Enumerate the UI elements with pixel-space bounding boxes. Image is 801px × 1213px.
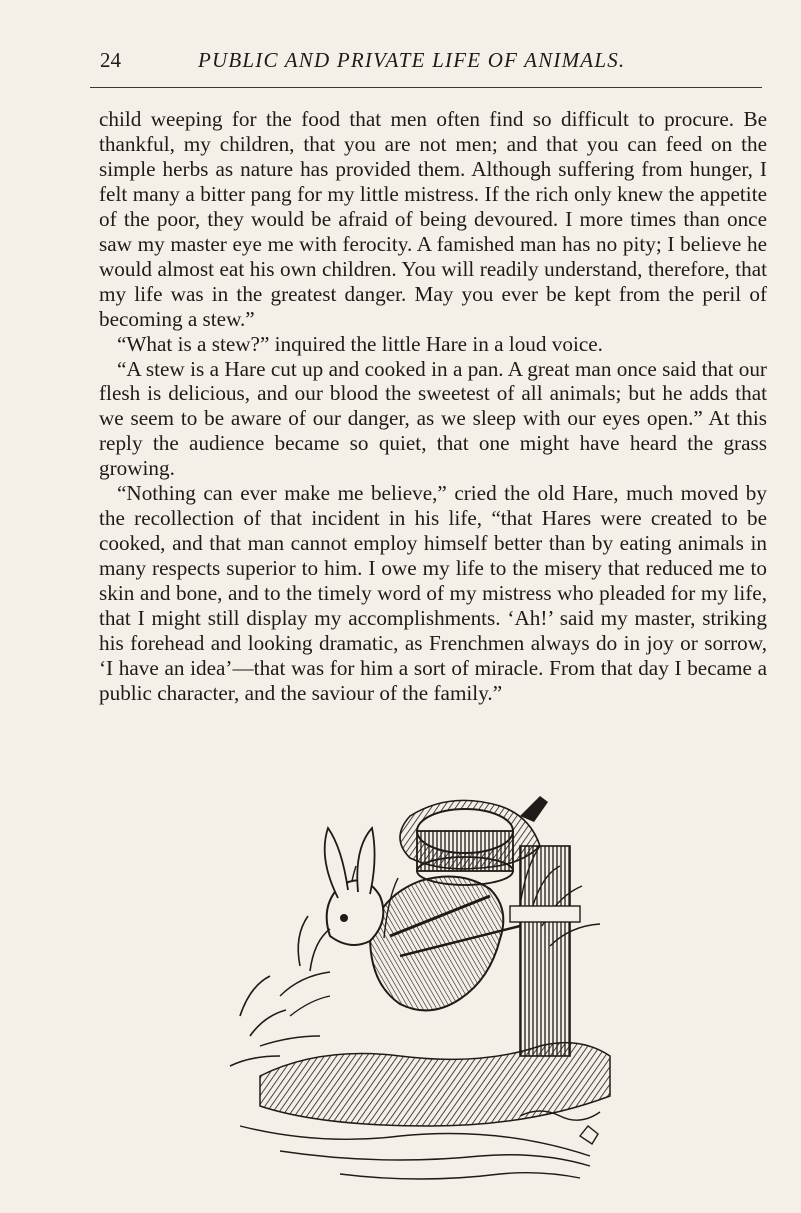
page-header — [100, 48, 770, 84]
body-text — [99, 107, 767, 706]
header-rule — [90, 87, 762, 88]
engraving-hare-drum-icon — [220, 786, 640, 1194]
paragraph-4: “Nothing can ever make me believe,” cried the old Hare, much moved by the recollection of that incident in his life, “that Hares were created to be cooked, and that man cannot employ himself better than by eating animals in many respects superior to him. I owe my life to the misery that reduced me to skin and bone, and to the timely word of my mistress who pleaded for my life, that I might still display my accomplishments. ‘Ah!’ said my master, striking his forehead and looking dramatic, as Frenchmen always do in joy or sorrow, ‘I have an idea’—that was for him a sort of miracle. From that day I became a public character, and the saviour of the family.” — [99, 481, 767, 705]
paragraph-1: child weeping for the food that men often find so difficult to procure. Be thankful, my children, that you are not men; and that you can feed on the simple herbs as nature has provided them. Although suffering from hunger, I felt many a bitter pang for my little mistress. If the rich only knew the appetite of the poor, they would be afraid of being devoured. I more times than once saw my master eye me with ferocity. A famished man has no pity; I believe he would almost eat his own children. You will readily understand, therefore, that my life was in the greatest danger. May you ever be kept from the peril of becoming a stew.” — [99, 107, 767, 331]
paragraph-2: “What is a stew?” inquired the little Hare in a loud voice. — [117, 331, 603, 356]
engraving-illustration — [220, 786, 640, 1194]
paragraph-3: “A stew is a Hare cut up and cooked in a pan. A great man once said that our flesh is delicious, and our blood the sweetest of all animals; but he adds that we seem to be aware of our danger, as we sleep with our eyes open.” At this reply the audience became so quiet, that one might have heard the grass growing. — [99, 356, 767, 481]
page-number: 24 — [100, 48, 121, 72]
running-head: PUBLIC AND PRIVATE LIFE OF ANIMALS. — [198, 48, 626, 72]
